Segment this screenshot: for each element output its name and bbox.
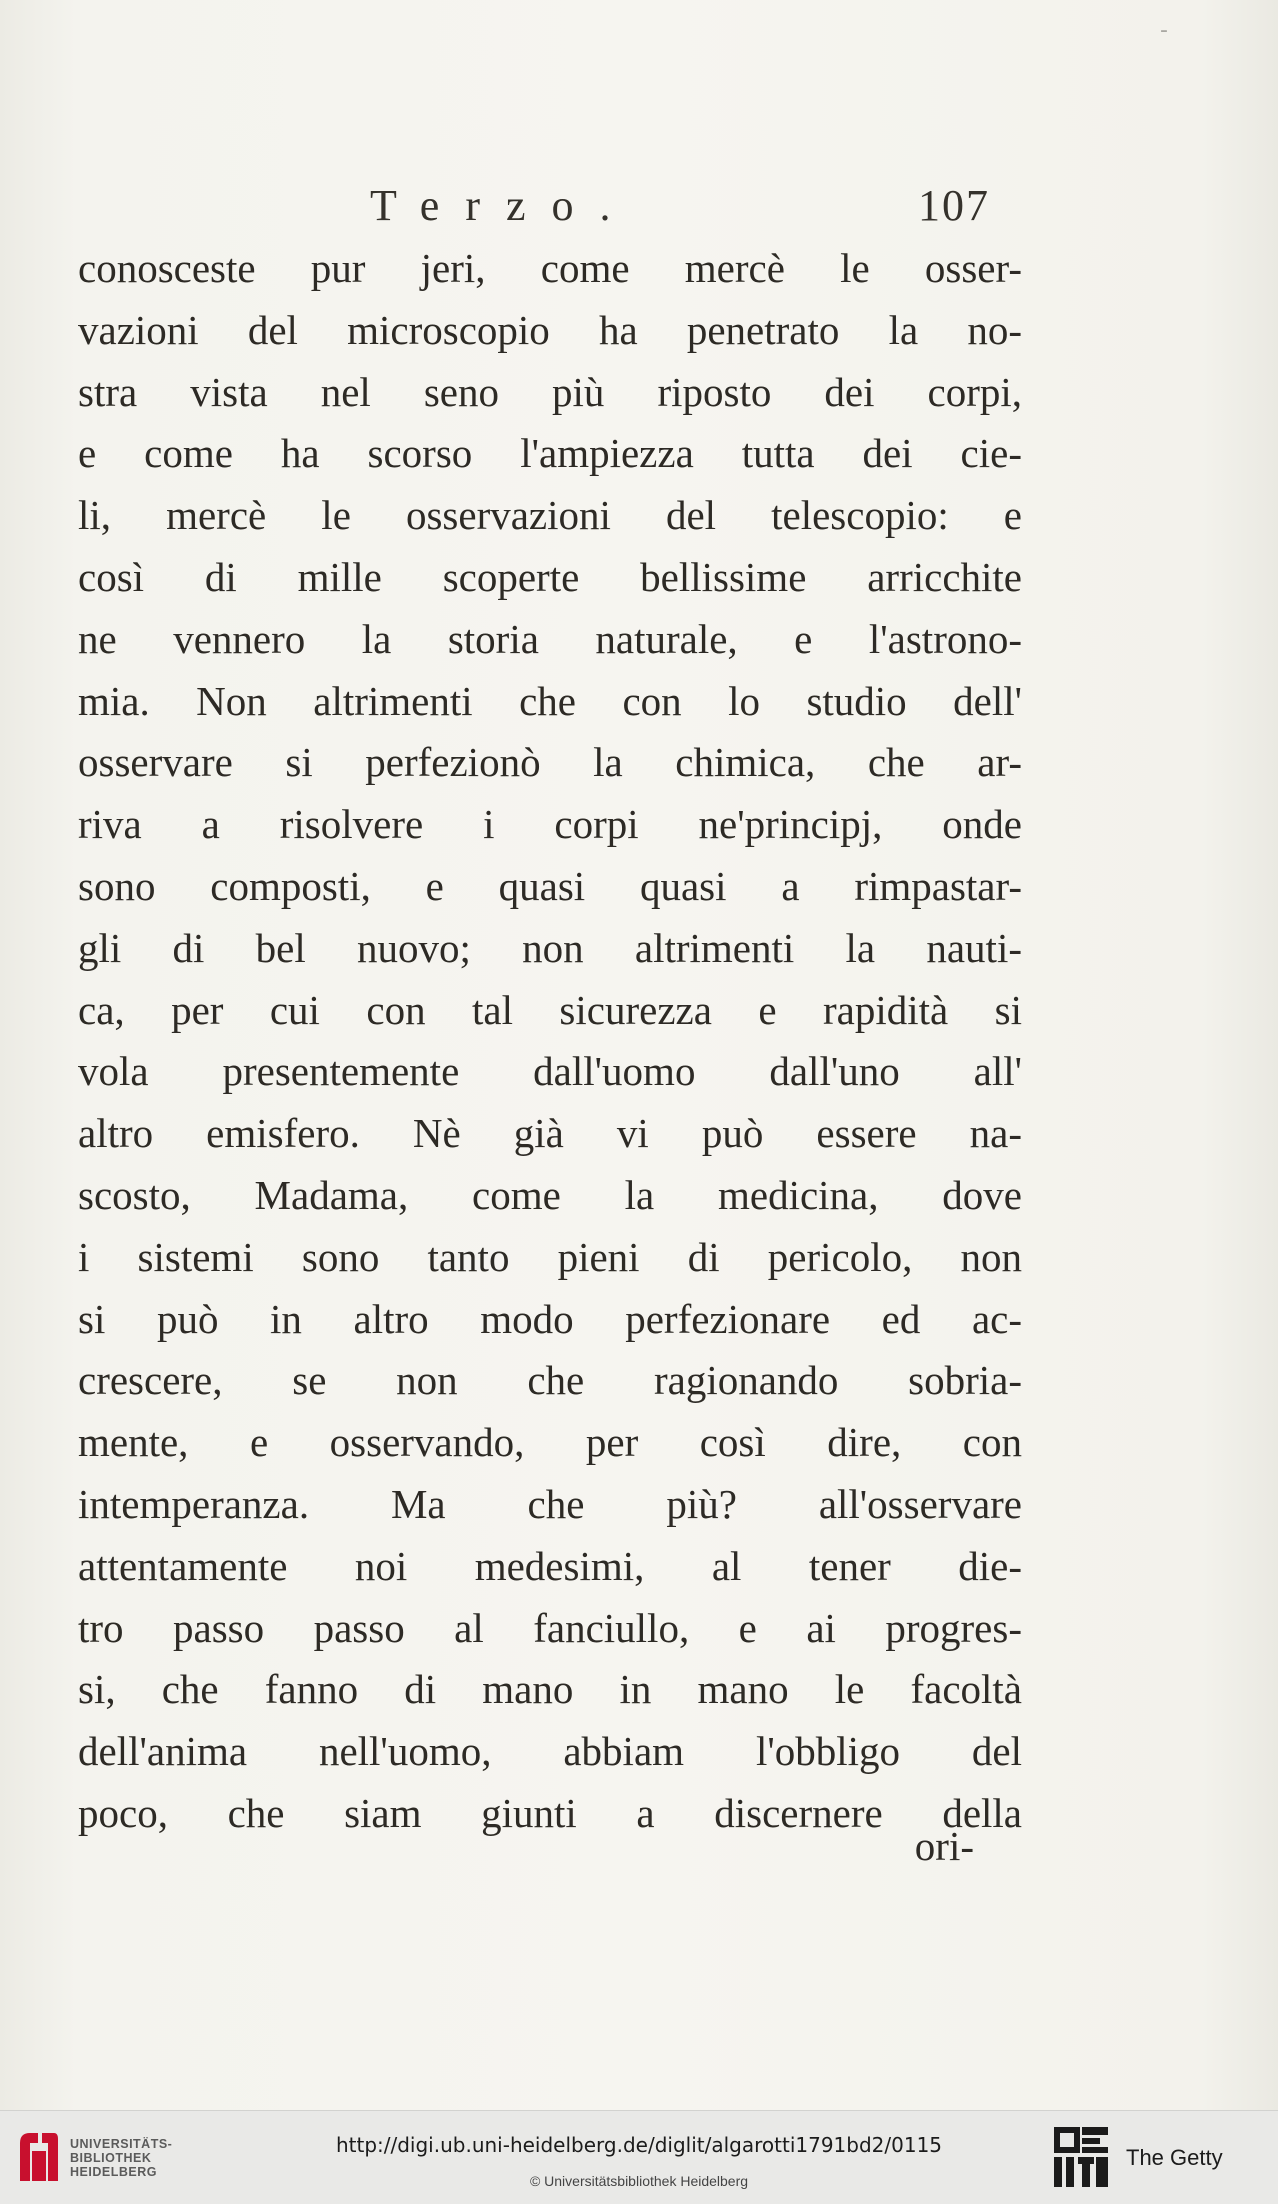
text-line: scosto, Madama, come la medicina, dove (78, 1171, 1022, 1218)
text-line: mia. Non altrimenti che con lo studio dell' (78, 677, 1022, 724)
text-line: i sistemi sono tanto pieni di pericolo, non (78, 1233, 1022, 1280)
text-line: intemperanza. Ma che più? all'osservare (78, 1480, 1022, 1527)
text-line: stra vista nel seno più riposto dei corpi, (78, 368, 1022, 415)
library-name-line: UNIVERSITÄTS- (70, 2137, 173, 2151)
text-line: e come ha scorso l'ampiezza tutta dei cie- (78, 430, 1022, 477)
text-line: attentamente noi medesimi, al tener die- (78, 1542, 1022, 1589)
viewer-footer (0, 2110, 1278, 2204)
getty-logo-icon (1052, 2125, 1110, 2189)
partner-name: The Getty (1126, 2145, 1223, 2170)
text-line: riva a risolvere i corpi ne'principj, onde (78, 801, 1022, 848)
text-line: vola presentemente dall'uomo dall'uno all' (78, 1048, 1022, 1095)
permalink-url[interactable]: http://digi.ub.uni-heidelberg.de/diglit/algarotti1791bd2/0115 (335, 2133, 943, 2157)
body-text (78, 238, 1022, 1845)
edge-mark: - (1160, 18, 1168, 43)
text-line: gli di bel nuovo; non altrimenti la nauti- (78, 924, 1022, 971)
text-line: li, mercè le osservazioni del telescopio: e (78, 492, 1022, 539)
text-line: ne vennero la storia naturale, e l'astrono- (78, 615, 1022, 662)
text-line: tro passo passo al fanciullo, e ai progres- (78, 1604, 1022, 1651)
page-header (370, 180, 990, 240)
text-line: si può in altro modo perfezionare ed ac- (78, 1295, 1022, 1342)
text-line: poco, che siam giunti a discernere della (78, 1789, 1022, 1836)
text-line: crescere, se non che ragionando sobria- (78, 1357, 1022, 1404)
text-line: vazioni del microscopio ha penetrato la no- (78, 306, 1022, 353)
partner-logo[interactable] (1052, 2125, 1260, 2189)
page-number: 107 (918, 181, 990, 230)
copyright-notice: © Universitätsbibliothek Heidelberg (529, 2173, 749, 2189)
text-line: dell'anima nell'uomo, abbiam l'obbligo del (78, 1728, 1022, 1775)
catchword-row (78, 1816, 1022, 1878)
catchword: ori- (914, 1823, 974, 1869)
running-title: Terzo. (370, 181, 637, 230)
library-name-line: HEIDELBERG (70, 2165, 157, 2179)
library-name-line: BIBLIOTHEK (70, 2151, 152, 2165)
text-line: mente, e osservando, per così dire, con (78, 1419, 1022, 1466)
text-line: sono composti, e quasi quasi a rimpastar- (78, 862, 1022, 909)
text-line: conosceste pur jeri, come mercè le osser- (78, 245, 1022, 291)
text-line: altro emisfero. Nè già vi può essere na- (78, 1110, 1022, 1157)
text-line: ca, per cui con tal sicurezza e rapidità si (78, 986, 1022, 1033)
text-line: si, che fanno di mano in mano le facoltà (78, 1666, 1022, 1713)
text-line: così di mille scoperte bellissime arricchite (78, 553, 1022, 600)
text-line: osservare si perfezionò la chimica, che ar- (78, 739, 1022, 786)
